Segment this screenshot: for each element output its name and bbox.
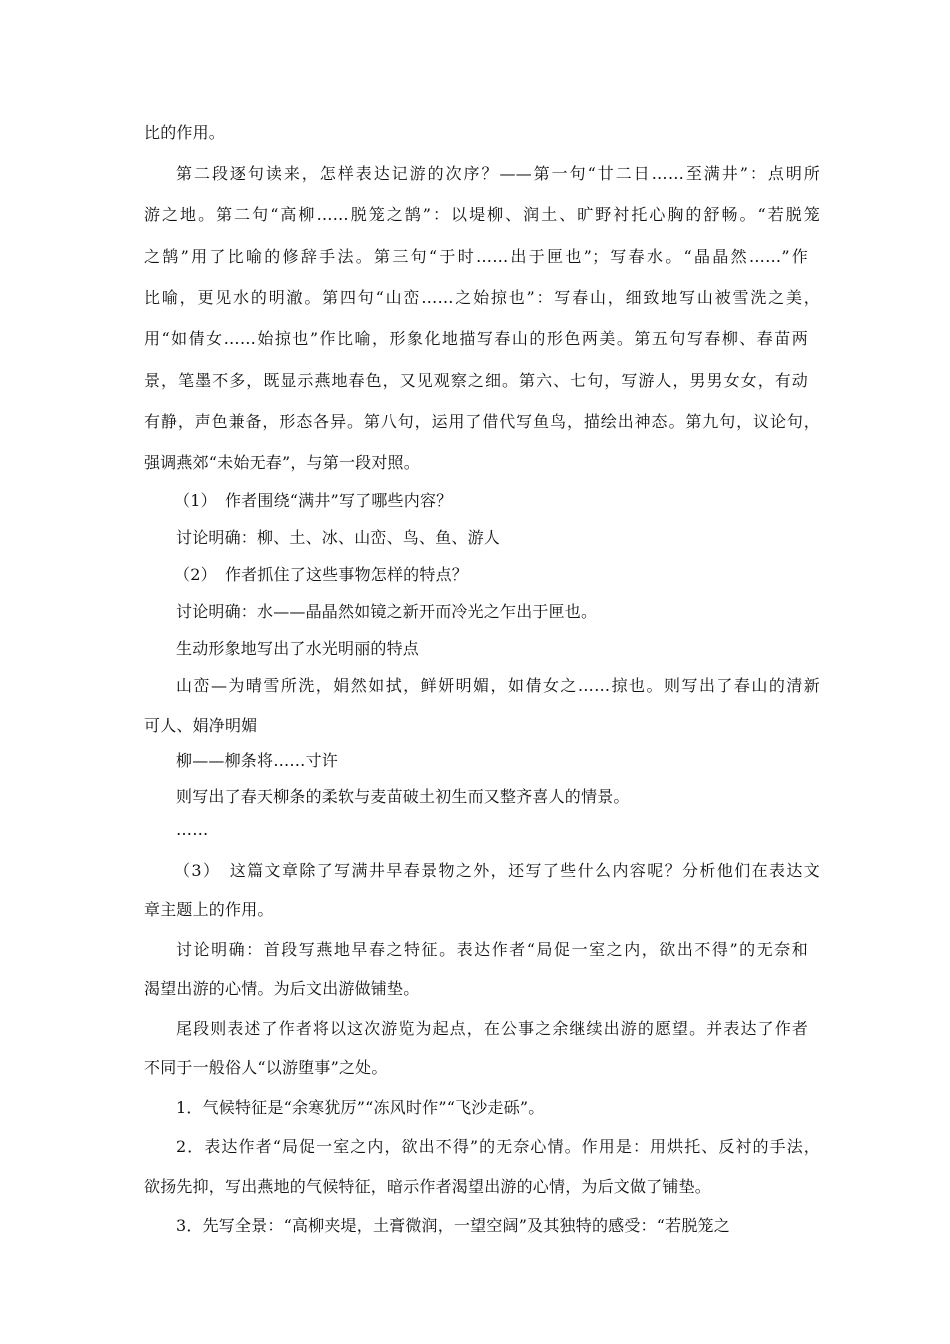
answer-2: 讨论明确：水——晶晶然如镜之新开而冷光之乍出于匣也。 (176, 602, 598, 621)
text-line: 可人、娟净明媚 (144, 716, 258, 735)
list-item-1: 1．气候特征是“余寒犹厉”“冻风时作”“飞沙走砾”。 (176, 1098, 545, 1117)
list-item-3: 3．先写全景：“高柳夹堤，土膏微润，一望空阔”及其独特的感受：“若脱笼之 (176, 1216, 730, 1235)
text-line: 之鹄”用了比喻的修辞手法。第三句“于时……出于匣也”；写春水。“晶晶然……”作 (144, 247, 808, 266)
text-line: 不同于一般俗人“以游堕事”之处。 (144, 1058, 388, 1077)
text-line: 有静，声色兼备，形态各异。第八句，运用了借代写鱼鸟，描绘出神态。第九句，议论句， (144, 412, 820, 431)
text-line: 则写出了春天柳条的柔软与麦苗破土初生而又整齐喜人的情景。 (176, 787, 630, 806)
answer-3: 讨论明确：首段写燕地早春之特征。表达作者“局促一室之内，欲出不得”的无奈和 (176, 940, 808, 959)
text-line: 章主题上的作用。 (144, 900, 274, 919)
text-line: 山峦—为晴雪所洗，娟然如拭，鲜妍明媚，如倩女之……掠也。则写出了春山的清新 (176, 676, 820, 695)
text-line: 生动形象地写出了水光明丽的特点 (176, 639, 420, 658)
text-line: 欲扬先抑，写出燕地的气候特征，暗示作者渴望出游的心情，为后文做了铺垫。 (144, 1177, 712, 1196)
text-line: 比的作用。 (144, 123, 226, 142)
document-body (144, 120, 820, 1235)
text-line: 尾段则表述了作者将以这次游览为起点，在公事之余继续出游的愿望。并表达了作者 (176, 1019, 808, 1038)
text-line: 柳——柳条将……寸许 (176, 751, 339, 770)
list-item-2: 2．表达作者“局促一室之内，欲出不得”的无奈心情。作用是：用烘托、反衬的手法， (176, 1137, 820, 1156)
text-line: 第二段逐句读来，怎样表达记游的次序？——第一句“廿二日……至满井”：点明所 (176, 164, 820, 183)
text-line: 景，笔墨不多，既显示燕地春色，又见观察之细。第六、七句，写游人，男男女女，有动 (144, 371, 808, 390)
question-1: （1） 作者围绕“满井”写了哪些内容？ (174, 491, 453, 510)
ellipsis: …… (176, 820, 209, 839)
text-line: 比喻，更见水的明澈。第四句“山峦……之始掠也”：写春山，细致地写山被雪洗之美， (144, 288, 820, 307)
question-3: （3） 这篇文章除了写满井早春景物之外，还写了些什么内容呢？分析他们在表达文 (174, 861, 820, 880)
answer-1: 讨论明确：柳、土、冰、山峦、鸟、鱼、游人 (176, 528, 501, 547)
text-line: 游之地。第二句“高柳……脱笼之鹄”：以堤柳、润土、旷野衬托心胸的舒畅。“若脱笼 (144, 205, 820, 224)
text-line: 渴望出游的心情。为后文出游做铺垫。 (144, 979, 420, 998)
text-line: 强调燕郊“未始无春”，与第一段对照。 (144, 453, 420, 472)
question-2: （2） 作者抓住了这些事物怎样的特点？ (174, 565, 468, 584)
text-line: 用“如倩女……始掠也”作比喻，形象化地描写春山的形色两美。第五句写春柳、春苗两 (144, 329, 808, 348)
